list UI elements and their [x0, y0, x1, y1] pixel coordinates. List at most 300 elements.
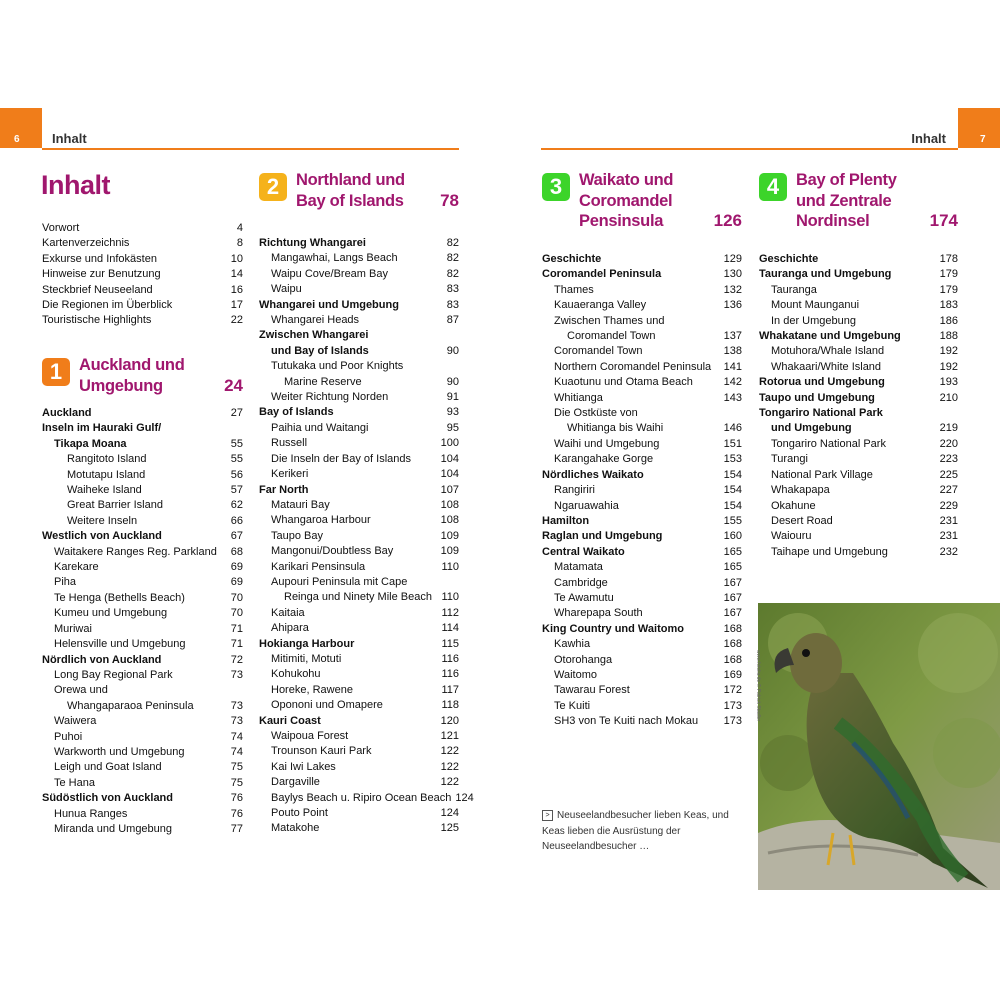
page-title: Inhalt [41, 170, 110, 200]
toc-entry-title: Mangonui/Doubtless Bay [271, 545, 394, 558]
toc-entry-title: Whangarei und Umgebung [259, 298, 399, 311]
toc-entry-title: Motutapu Island [67, 468, 146, 481]
toc-entry [259, 267, 459, 282]
toc-entry [759, 360, 958, 375]
toc-entry-page: 141 [723, 360, 742, 373]
toc-entry [42, 221, 243, 236]
toc-entry-title: Karikari Pensinsula [271, 560, 366, 573]
toc-entry-page: 167 [723, 607, 742, 620]
toc-entry [759, 468, 958, 483]
toc-entry [259, 683, 459, 698]
toc-entry-title: Whakapapa [771, 484, 830, 497]
toc-entry-page: 66 [230, 514, 243, 527]
toc-entry-title: Dargaville [271, 776, 320, 789]
toc-entry-page: 83 [446, 298, 459, 311]
toc-entry-page: 104 [440, 468, 459, 481]
toc-entry-page: 8 [236, 237, 243, 250]
toc-entry-title: Cambridge [554, 576, 608, 589]
toc-entry-page: 122 [440, 776, 459, 789]
toc-entry [42, 791, 243, 806]
toc-entry-page: 70 [230, 591, 243, 604]
toc-entry-page: 62 [230, 499, 243, 512]
toc-entry [259, 821, 459, 836]
toc-entry [542, 714, 742, 729]
page-number-left: 6 [14, 134, 20, 145]
toc-entry [42, 668, 243, 683]
toc-entry-title: Helensville und Umgebung [54, 638, 186, 651]
toc-entry [42, 545, 243, 560]
toc-entry [42, 745, 243, 760]
toc-entry-title: Kuaotunu und Otama Beach [554, 376, 693, 389]
toc-entry-page: 91 [446, 391, 459, 404]
toc-entry [42, 591, 243, 606]
toc-entry-title: Mitimiti, Motuti [271, 652, 342, 665]
toc-entry-page: 93 [446, 406, 459, 419]
section-1-page: 24 [224, 376, 243, 395]
toc-entry-page: 70 [230, 607, 243, 620]
toc-entry-title: Kohukohu [271, 668, 321, 681]
toc-entry [542, 529, 742, 544]
toc-entry-title: Desert Road [771, 514, 833, 527]
toc-entry [42, 298, 243, 313]
toc-entry [259, 236, 459, 251]
toc-entry [259, 421, 459, 436]
toc-entry [542, 468, 742, 483]
toc-entry-page [239, 683, 243, 698]
toc-entry [542, 406, 742, 421]
toc-entry-title: Motuhora/Whale Island [771, 345, 885, 358]
toc-entry-title: und Umgebung [771, 422, 852, 435]
toc-entry-title: Coromandel Peninsula [542, 268, 662, 281]
toc-entry-title: Whitianga [554, 391, 603, 404]
toc-entry-page [738, 406, 742, 421]
section-4-title: Bay of Plenty und Zentrale Nordinsel [796, 171, 897, 230]
toc-entry [42, 699, 243, 714]
toc-entry-page: 82 [446, 237, 459, 249]
toc-entry-page: 167 [723, 576, 742, 589]
toc-entry-title: In der Umgebung [771, 314, 856, 327]
toc-entry [42, 760, 243, 775]
toc-entry [42, 575, 243, 590]
toc-entry [759, 437, 958, 452]
toc-entry-page: 178 [939, 253, 958, 265]
toc-entry-page: 69 [230, 561, 243, 574]
intro-list [42, 221, 243, 329]
toc-entry-page: 155 [723, 514, 742, 527]
toc-entry-title: Exkurse und Infokästen [42, 252, 157, 265]
toc-entry-title: Kai Iwi Lakes [271, 760, 336, 773]
toc-entry-title: Rangitoto Island [67, 453, 147, 466]
toc-entry [759, 391, 958, 406]
toc-entry [759, 545, 958, 560]
section-3-title: Waikato und Coromandel Pensinsula [579, 171, 674, 230]
toc-entry-page: 121 [440, 730, 459, 742]
toc-entry [759, 421, 958, 436]
toc-entry-title: und Bay of Islands [271, 344, 369, 357]
toc-entry [542, 699, 742, 714]
section-3-page: 126 [713, 211, 742, 230]
section-1-entries [42, 406, 243, 837]
toc-entry [42, 653, 243, 668]
toc-entry-page: 68 [230, 545, 243, 558]
toc-entry-title: Matamata [554, 561, 603, 574]
toc-entry-title: Westlich von Auckland [42, 530, 162, 543]
toc-entry-title: Coromandel Town [567, 330, 656, 343]
toc-entry [259, 529, 459, 544]
section-2-entries [259, 236, 474, 837]
toc-entry-title: Tauranga und Umgebung [759, 268, 892, 281]
toc-entry-page: 72 [230, 653, 243, 666]
toc-entry-page: 167 [723, 591, 742, 604]
toc-entry [42, 529, 243, 544]
toc-entry-page: 117 [441, 683, 459, 696]
toc-entry-title: Whakatane und Umgebung [759, 330, 901, 343]
toc-entry-page: 210 [939, 391, 958, 404]
toc-entry-page: 225 [939, 468, 958, 481]
toc-entry-title: Waiheke Island [67, 484, 142, 497]
toc-entry-title: Geschichte [542, 253, 602, 265]
toc-entry [542, 298, 742, 313]
toc-entry-title: Whangaroa Harbour [271, 514, 371, 527]
toc-entry-page: 231 [939, 514, 958, 527]
toc-entry [542, 483, 742, 498]
toc-entry [42, 313, 243, 328]
toc-entry [259, 698, 459, 713]
toc-entry-page: 124 [455, 791, 474, 804]
toc-entry-title: Matauri Bay [271, 498, 330, 511]
toc-entry-title: Waipu Cove/Bream Bay [271, 267, 388, 280]
toc-entry-title: Kartenverzeichnis [42, 237, 130, 250]
toc-entry [42, 560, 243, 575]
toc-entry-title: Raglan und Umgebung [542, 530, 663, 543]
toc-entry-page: 108 [440, 514, 459, 527]
toc-entry-page [954, 406, 958, 421]
toc-entry [259, 328, 459, 343]
section-2-page: 78 [440, 191, 459, 210]
toc-entry-title: Hunua Ranges [54, 807, 128, 820]
toc-entry-title: Tauranga [771, 283, 817, 296]
toc-entry [542, 437, 742, 452]
toc-entry [42, 267, 243, 282]
toc-entry-title: Whakaari/White Island [771, 360, 882, 373]
section-1-title: Auckland und Umgebung [79, 356, 185, 395]
toc-entry [759, 452, 958, 467]
toc-entry-page: 17 [230, 299, 243, 312]
toc-entry [759, 283, 958, 298]
toc-entry-title: Otorohanga [554, 653, 613, 666]
toc-entry-title: Die Inseln der Bay of Islands [271, 452, 412, 465]
toc-entry-title: Te Hana [54, 776, 95, 789]
toc-entry [42, 421, 243, 436]
toc-entry-title: Tongariro National Park [759, 407, 883, 420]
section-4-header [759, 170, 958, 235]
toc-entry-title: Far North [259, 483, 309, 496]
toc-entry-page: 160 [723, 530, 742, 543]
toc-entry [259, 791, 474, 806]
toc-entry-title: Whangarei Heads [271, 314, 360, 327]
toc-entry-page: 122 [440, 760, 459, 773]
toc-entry-title: Weiter Richtung Norden [271, 391, 389, 404]
toc-entry-page: 73 [230, 715, 243, 728]
toc-entry-title: Südöstlich von Auckland [42, 792, 173, 805]
toc-entry-title: Kaitaia [271, 606, 305, 619]
toc-entry-title: Karangahake Gorge [554, 453, 654, 466]
toc-entry-title: Miranda und Umgebung [54, 822, 173, 835]
toc-entry [42, 822, 243, 837]
toc-entry-title: Waiwera [54, 715, 97, 728]
toc-entry-title: Taupo und Umgebung [759, 391, 875, 404]
toc-entry-page: 14 [230, 268, 243, 281]
toc-entry-title: Wharepapa South [554, 607, 643, 620]
toc-entry [259, 344, 459, 359]
toc-entry-page: 129 [723, 253, 742, 265]
toc-entry-page: 82 [446, 267, 459, 280]
toc-entry-title: Bay of Islands [259, 406, 334, 419]
toc-entry [259, 452, 459, 467]
toc-entry-page: 229 [939, 499, 958, 512]
toc-entry-page: 142 [723, 376, 742, 389]
toc-entry-title: Ahipara [271, 622, 309, 635]
section-3-header [542, 170, 742, 235]
toc-entry-title: Thames [554, 283, 594, 296]
toc-entry-title: Piha [54, 576, 77, 589]
toc-entry [42, 514, 243, 529]
section-1-badge: 1 [42, 358, 70, 386]
toc-entry-title: Die Regionen im Überblick [42, 299, 173, 312]
toc-entry-title: Waihi und Umgebung [554, 437, 660, 450]
toc-entry-title: Auckland [42, 407, 92, 419]
toc-entry-page: 186 [939, 314, 958, 327]
toc-entry-page: 76 [230, 807, 243, 820]
toc-entry-title: Matakohe [271, 822, 320, 835]
toc-entry [42, 637, 243, 652]
toc-entry-title: Te Henga (Bethells Beach) [54, 591, 185, 604]
photo-credit: www.fotolia.de © Patrick Stadler [755, 650, 761, 722]
toc-entry [542, 606, 742, 621]
toc-entry [259, 560, 459, 575]
toc-entry [542, 622, 742, 637]
toc-entry [759, 267, 958, 282]
toc-entry [542, 314, 742, 329]
toc-entry [259, 714, 459, 729]
toc-entry [759, 499, 958, 514]
header-rule-right [541, 148, 958, 150]
toc-entry-page: 77 [230, 822, 243, 835]
toc-entry-page: 109 [440, 529, 459, 542]
toc-entry-page: 192 [939, 360, 958, 373]
header-rule-left [42, 148, 459, 150]
toc-entry-page: 118 [441, 699, 459, 712]
toc-entry [259, 483, 459, 498]
toc-entry [42, 468, 243, 483]
toc-entry-page: 74 [230, 730, 243, 743]
toc-entry-page: 116 [441, 652, 459, 665]
toc-entry [259, 729, 459, 744]
toc-entry [259, 405, 459, 420]
toc-entry-title: Tongariro National Park [771, 437, 886, 450]
toc-entry-title: Nördliches Waikato [542, 468, 644, 481]
toc-entry-title: Long Bay Regional Park [54, 668, 173, 681]
toc-entry-title: Tawarau Forest [554, 684, 630, 697]
section-3-badge: 3 [542, 173, 570, 201]
toc-entry [259, 467, 459, 482]
toc-entry-title: Rangiriri [554, 484, 595, 497]
toc-entry-page: 75 [230, 776, 243, 789]
toc-entry [42, 236, 243, 251]
toc-entry [42, 483, 243, 498]
toc-entry-title: Northern Coromandel Peninsula [554, 360, 712, 373]
caption-text: Neuseelandbesucher lieben Keas, und Keas lieben die Ausrüstung der Neuseelandbesucher … [542, 810, 729, 852]
section-1-header [42, 355, 243, 400]
toc-entry [259, 436, 459, 451]
toc-entry-page: 4 [236, 222, 243, 234]
toc-entry-page [455, 575, 459, 590]
toc-entry [259, 313, 459, 328]
toc-entry [759, 329, 958, 344]
toc-entry-page: 82 [446, 252, 459, 265]
toc-entry [759, 375, 958, 390]
toc-entry-title: Whitianga bis Waihi [567, 422, 664, 435]
toc-entry [42, 252, 243, 267]
toc-entry-page: 168 [723, 622, 742, 635]
toc-entry-page: 110 [441, 591, 459, 604]
toc-entry-title: SH3 von Te Kuiti nach Mokau [554, 715, 699, 728]
toc-entry-title: Kauaeranga Valley [554, 299, 647, 312]
toc-entry [542, 683, 742, 698]
toc-entry [259, 390, 459, 405]
toc-entry-title: Kerikeri [271, 468, 309, 481]
toc-entry-title: Aupouri Peninsula mit Cape [271, 575, 408, 588]
toc-entry [42, 776, 243, 791]
toc-entry-page: 104 [440, 452, 459, 465]
toc-entry-page: 154 [723, 484, 742, 497]
toc-entry-title: Muriwai [54, 622, 92, 635]
toc-entry [542, 576, 742, 591]
toc-entry-page: 143 [723, 391, 742, 404]
toc-entry-page: 116 [441, 668, 459, 681]
toc-entry-page: 220 [939, 437, 958, 450]
toc-entry-page: 231 [939, 530, 958, 543]
section-2-badge: 2 [259, 173, 287, 201]
toc-entry-title: King Country und Waitomo [542, 622, 684, 635]
running-header-right: Inhalt [911, 131, 946, 146]
toc-entry-page: 90 [446, 375, 459, 388]
toc-entry [259, 251, 459, 266]
toc-entry-page: 192 [939, 345, 958, 358]
toc-entry-page [239, 421, 243, 436]
toc-entry-title: Whangaparaoa Peninsula [67, 699, 194, 712]
toc-entry [42, 730, 243, 745]
toc-entry-page: 112 [441, 606, 459, 619]
section-3-entries [542, 252, 742, 730]
toc-entry [42, 498, 243, 513]
toc-entry [259, 282, 459, 297]
toc-entry [759, 344, 958, 359]
toc-entry-title: Waitakere Ranges Reg. Parkland [54, 545, 217, 558]
toc-entry [542, 283, 742, 298]
toc-entry-title: Horeke, Rawene [271, 683, 353, 696]
toc-entry-title: Opononi und Omapere [271, 699, 383, 712]
toc-entry-title: Te Kuiti [554, 699, 591, 712]
toc-entry-title: Mount Maunganui [771, 299, 860, 312]
page-number-right: 7 [980, 134, 986, 145]
toc-entry-title: Hokianga Harbour [259, 637, 355, 650]
toc-entry-title: Waipu [271, 283, 302, 296]
kea-photo-illustration [758, 603, 1000, 890]
toc-entry-page: 16 [230, 283, 243, 296]
toc-entry [759, 252, 958, 267]
toc-entry-title: Zwischen Thames und [554, 314, 665, 327]
toc-entry-page [455, 328, 459, 343]
toc-entry-page: 173 [723, 715, 742, 728]
toc-entry-title: Pouto Point [271, 807, 328, 820]
toc-entry-title: Die Ostküste von [554, 407, 638, 420]
toc-entry-title: Reinga und Ninety Mile Beach [284, 591, 432, 604]
toc-entry [259, 298, 459, 313]
toc-entry-page: 115 [441, 637, 459, 650]
toc-entry [42, 714, 243, 729]
toc-entry [542, 267, 742, 282]
toc-entry [42, 437, 243, 452]
toc-entry-page: 56 [230, 468, 243, 481]
toc-entry-title: Taupo Bay [271, 529, 323, 542]
toc-entry [259, 590, 459, 605]
toc-entry-page: 125 [440, 822, 459, 835]
toc-entry-page: 114 [441, 622, 459, 635]
toc-entry-title: Tikapa Moana [54, 437, 127, 450]
toc-entry-title: Central Waikato [542, 545, 625, 558]
toc-entry-title: Weitere Inseln [67, 514, 138, 527]
toc-entry [259, 575, 459, 590]
toc-entry-page: 169 [723, 668, 742, 681]
toc-entry-title: Waiouru [771, 530, 812, 543]
toc-entry-page: 132 [723, 283, 742, 296]
toc-entry-title: Touristische Highlights [42, 314, 152, 327]
toc-entry-page: 87 [446, 314, 459, 327]
toc-entry [542, 329, 742, 344]
toc-entry-page: 188 [939, 330, 958, 343]
toc-entry-title: Marine Reserve [284, 375, 362, 388]
toc-entry [542, 344, 742, 359]
toc-entry-page: 179 [939, 283, 958, 296]
toc-entry [259, 544, 459, 559]
toc-entry-title: Mangawhai, Langs Beach [271, 252, 398, 265]
section-4-entries [759, 252, 958, 560]
toc-entry [259, 667, 459, 682]
toc-entry-page: 108 [440, 498, 459, 511]
toc-entry [259, 775, 459, 790]
toc-entry-page: 90 [446, 344, 459, 357]
toc-entry-title: Warkworth und Umgebung [54, 745, 185, 758]
toc-entry [259, 513, 459, 528]
toc-entry-page: 223 [939, 453, 958, 466]
toc-entry-title: Kawhia [554, 638, 591, 651]
toc-entry-title: Kauri Coast [259, 714, 321, 727]
toc-entry [259, 606, 459, 621]
toc-entry-page: 232 [939, 545, 958, 558]
toc-entry [542, 375, 742, 390]
toc-entry-page: 73 [230, 699, 243, 712]
toc-entry-title: Hinweise zur Benutzung [42, 268, 161, 281]
toc-entry-page: 95 [446, 421, 459, 434]
toc-entry-title: National Park Village [771, 468, 873, 481]
toc-entry-page: 83 [446, 283, 459, 296]
toc-entry-page: 75 [230, 761, 243, 774]
toc-entry-page: 168 [723, 653, 742, 666]
toc-entry-page: 10 [230, 252, 243, 265]
toc-entry [259, 744, 459, 759]
toc-entry-title: Hamilton [542, 514, 590, 527]
